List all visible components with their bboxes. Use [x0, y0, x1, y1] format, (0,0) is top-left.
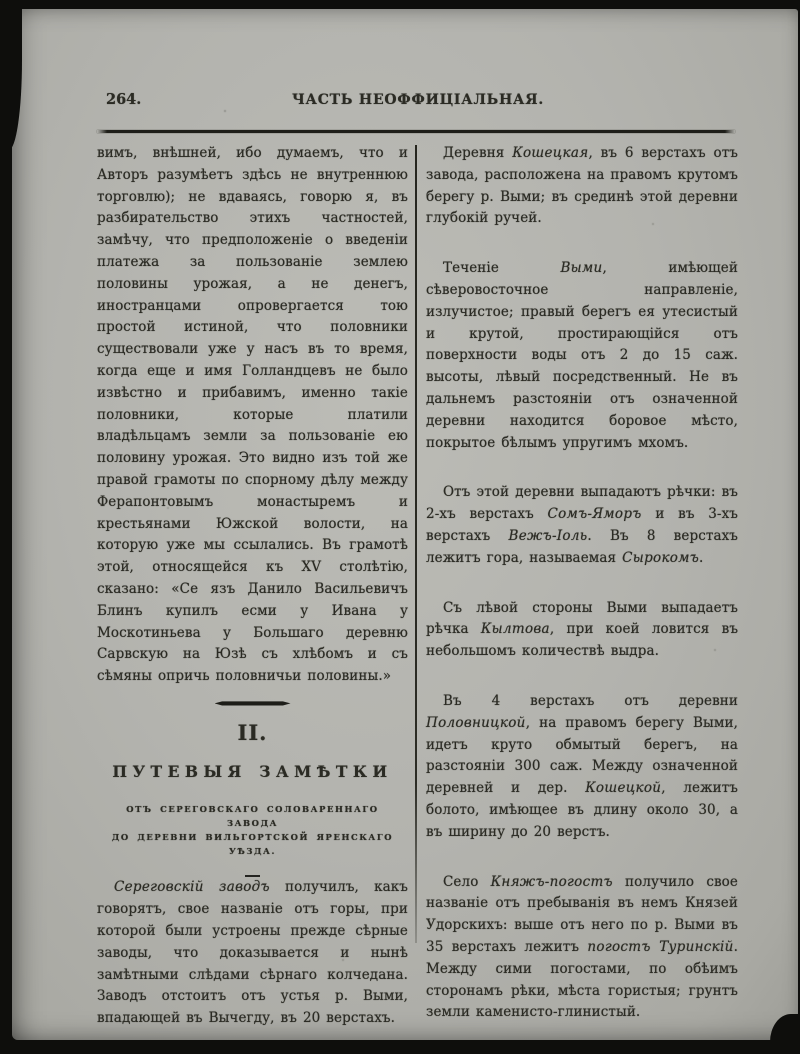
paragraph-vym-flow: Теченіе Выми, имѣющей сѣверовосточное направленіе, излучистое; правый берегъ ея утесистый и крутой, простирающійся отъ поверхности воды отъ 2 до 15 саж. высоты, лѣвый посредственный. Не въ дальнемъ разстояніи отъ означенной деревни находится боровое мѣсто, покрытое бѣлымъ упругимъ мхомъ. [426, 260, 738, 451]
page-number: 264. [106, 91, 142, 108]
section-opening-paragraph: Сереговскій заводъ получилъ, какъ говорятъ, свое названіе отъ горы, при которой были устроены прежде сѣрные заводы, что доказывается и нынѣ замѣтными слѣдами сѣрнаго колчедана. Заводъ отстоитъ отъ устья р. Выми, впадающей въ Вычегду, въ 20 верстахъ. [97, 879, 408, 1027]
paragraph-polovnitskaya: Въ 4 верстахъ отъ деревни Половницкой, на правомъ берегу Выми, идетъ круто обмытый берегъ, на разстояніи 300 саж. Между означенной деревней и дер. Кошецкой, лежитъ болото, имѣющее въ длину около 30, а въ ширину до 20 верстъ. [426, 692, 738, 840]
section-subtitle [97, 802, 408, 858]
continuation-paragraph: вимъ, внѣшней, ибо думаемъ, что и Авторъ разумѣетъ здѣсь не внутреннюю торговлю); не вдаваясь, говорю я, въ разбирательство этихъ частностей, замѣчу, что предположеніе о введеніи платежа за пользованіе землею половины урожая, а не денегъ, иностранцами опровергается тою простой истиной, что половники существовали уже у насъ въ то время, когда еще и имя Голландцевъ не было извѣстно и прибавимъ, именно такіе половники, которые платили владѣльцамъ земли за пользованіе ею половину урожая. Это видно изъ той же правой грамоты по спорному дѣлу между Ферапонтовымъ монастыремъ и крестьянами Южской волости, на которую уже мы ссылались. Въ грамотѣ этой, относящейся къ XV столѣтію, сказано: «Се язъ Данило Васильевичъ Блинъ купилъ есми у Ивана у Москотиньева у Большаго деревню Сарвскую на Юзѣ съ хлѣбомъ и съ сѣмяны опричь половничьи половины.» [97, 145, 408, 685]
left-column [97, 143, 408, 1030]
section-subtitle-line2: ДО ДЕРЕВНИ ВИЛЬГОРТСКОЙ ЯРЕНСКАГО УѢЗДА. [111, 831, 394, 856]
paragraph-knyazh-pogost: Село Княжъ-погостъ получило свое названіе отъ пребыванія въ немъ Князей Удорскихъ: выше отъ него по р. Выми въ 35 верстахъ лежитъ погостъ Туринскій. Между сими погостами, по обѣимъ сторонамъ рѣки, мѣста гористыя; грунтъ земли каменисто-глинистый. [426, 873, 738, 1021]
section-numeral: II. [237, 719, 268, 745]
right-column [426, 143, 738, 1052]
section-title: ПУТЕВЫЯ ЗАМѢТКИ [112, 761, 393, 781]
section-divider-ornament [215, 701, 291, 706]
running-header-title: ЧАСТЬ НЕОФФИЦІАЛЬНАЯ. [291, 92, 545, 108]
section-subtitle-line1: ОТЪ СЕРЕГОВСКАГО СОЛОВАРЕННАГО ЗАВОДА [126, 803, 379, 828]
paragraph-rivers: Отъ этой деревни выпадаютъ рѣчки: въ 2-хъ верстахъ Сомъ-Яморъ и въ 3-хъ верстахъ Вежъ-Іоль. Въ 8 верстахъ лежитъ гора, называемая Сырокомъ. [426, 484, 738, 566]
paper-sheet [12, 9, 798, 1040]
header-rule [97, 130, 735, 133]
paragraph-kyltova: Съ лѣвой стороны Выми выпадаетъ рѣчка Кылтова, при коей ловится въ небольшомъ количествѣ выдра. [426, 599, 739, 660]
paragraph-koshetskaya: Деревня Кошецкая, въ 6 верстахъ отъ завода, расположена на правомъ крутомъ берегу р. Выми; въ срединѣ этой деревни глубокій ручей. [426, 145, 739, 227]
column-divider-rule [415, 145, 417, 943]
